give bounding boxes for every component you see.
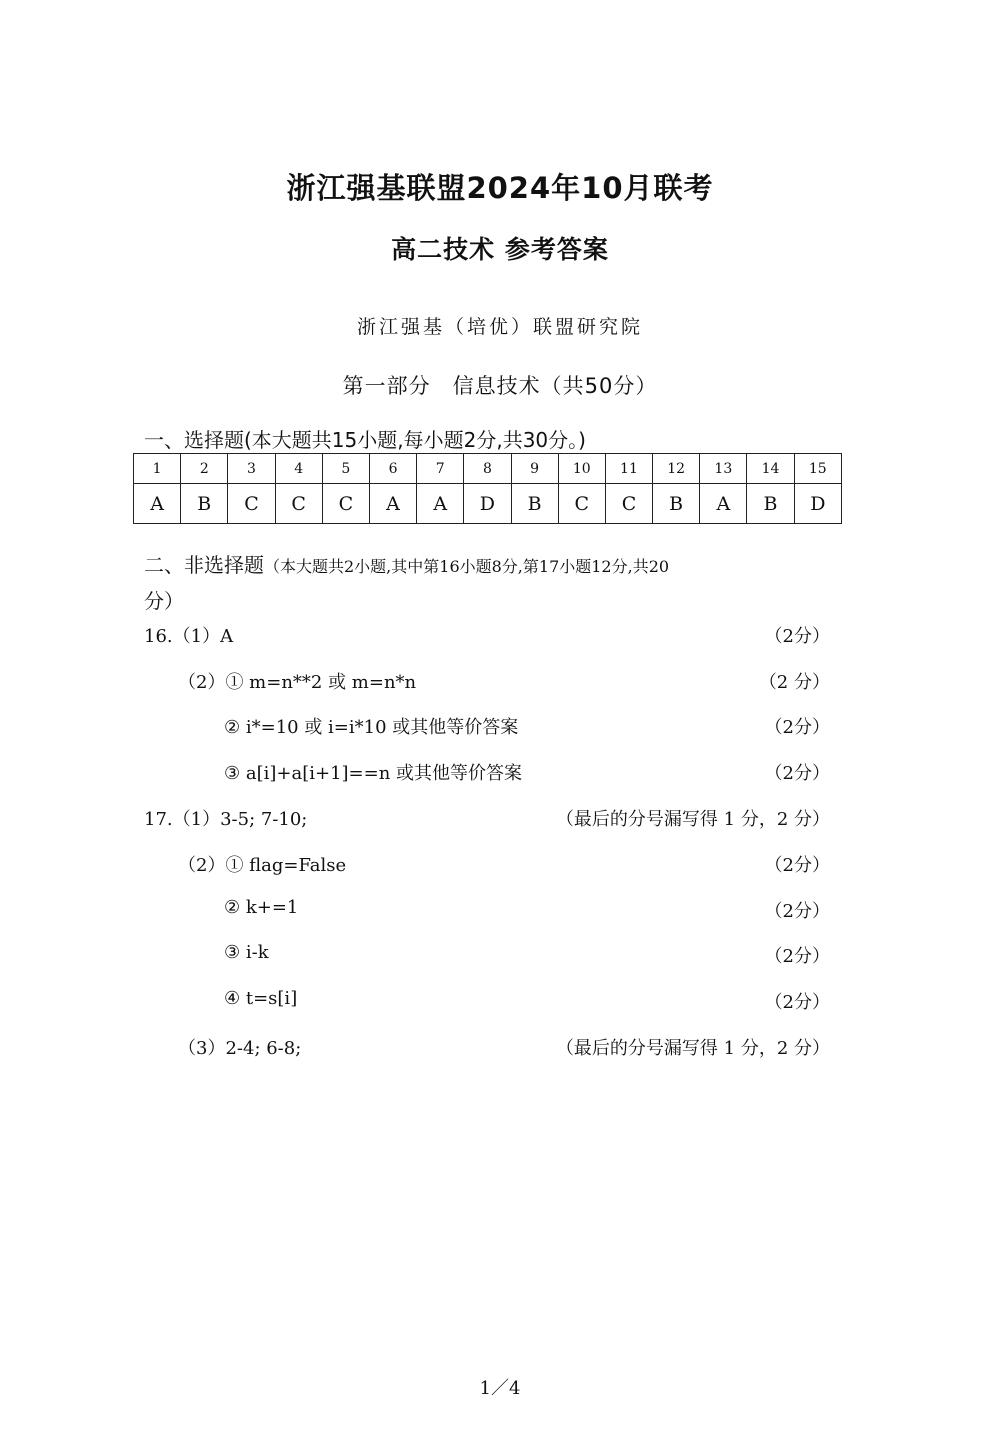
answer-cell: B <box>747 484 794 524</box>
q16-part2-item2-score: （2分） <box>764 717 830 738</box>
q17-part1-score: （最后的分号漏写得 1 分，2 分） <box>555 809 830 830</box>
q17-part1-answer: 17.（1）3-5; 7-10; <box>144 809 308 830</box>
q16-part2-item1-answer: （2）① m=n**2 或 m=n*n <box>178 672 417 693</box>
question-number: 6 <box>369 454 416 484</box>
answer-cell: A <box>134 484 181 524</box>
answer-cell: A <box>700 484 747 524</box>
q17-part2-item2-score: （2分） <box>764 901 830 922</box>
q17-part3-score: （最后的分号漏写得 1 分，2 分） <box>555 1038 830 1059</box>
question-number: 5 <box>322 454 369 484</box>
institute-name: 浙江强基（培优）联盟研究院 <box>356 316 643 338</box>
question-number: 3 <box>228 454 275 484</box>
answer-cell: B <box>181 484 228 524</box>
q16-part2-item3-score: （2分） <box>764 763 830 784</box>
section-two-note: （本大题共2小题,其中第16小题8分,第17小题12分,共20 <box>264 557 670 576</box>
q16-part1-score: （2分） <box>764 626 830 647</box>
question-number: 4 <box>275 454 322 484</box>
question-number: 10 <box>558 454 605 484</box>
section-one-heading: 一、选择题(本大题共15小题,每小题2分,共30分。) <box>144 428 586 452</box>
section-two-title: 二、非选择题 <box>144 553 264 577</box>
q16-part2-item3-answer: ③ a[i]+a[i+1]==n 或其他等价答案 <box>224 763 523 784</box>
question-number: 9 <box>511 454 558 484</box>
answer-row <box>134 484 842 524</box>
answer-cell: D <box>794 484 841 524</box>
question-number: 2 <box>181 454 228 484</box>
q17-part3-answer: （3）2-4; 6-8; <box>178 1038 302 1059</box>
answer-cell: C <box>605 484 652 524</box>
q17-part2-item4-answer: ④ t=s[i] <box>224 988 298 1009</box>
answer-cell: A <box>369 484 416 524</box>
q16-part2-item1-score: （2 分） <box>758 672 830 693</box>
q17-part2-item3-score: （2分） <box>764 946 830 967</box>
q17-part2-item3-answer: ③ i-k <box>224 942 269 963</box>
part-one-heading: 第一部分 信息技术（共50分） <box>342 374 658 398</box>
q17-part2-item4-score: （2分） <box>764 992 830 1013</box>
question-number: 11 <box>605 454 652 484</box>
answer-cell: C <box>275 484 322 524</box>
answer-cell: D <box>464 484 511 524</box>
multiple-choice-answer-table <box>133 453 842 524</box>
section-two-note-continued: 分） <box>144 589 184 613</box>
answer-cell: B <box>511 484 558 524</box>
question-number: 14 <box>747 454 794 484</box>
section-two-heading <box>144 548 859 618</box>
q16-part2-item2-answer: ② i*=10 或 i=i*10 或其他等价答案 <box>224 717 519 738</box>
question-number: 8 <box>464 454 511 484</box>
question-number: 1 <box>134 454 181 484</box>
q17-part2-item1-answer: （2）① flag=False <box>178 855 347 876</box>
answer-cell: C <box>558 484 605 524</box>
exam-subtitle: 高二技术 参考答案 <box>391 235 609 264</box>
question-number: 15 <box>794 454 841 484</box>
q17-part2-item2-answer: ② k+=1 <box>224 897 299 918</box>
answer-cell: C <box>228 484 275 524</box>
question-number-row <box>134 454 842 484</box>
answer-cell: B <box>653 484 700 524</box>
question-number: 12 <box>653 454 700 484</box>
q17-part2-item1-score: （2分） <box>764 855 830 876</box>
page-number: 1／4 <box>479 1378 521 1399</box>
exam-title: 浙江强基联盟2024年10月联考 <box>286 171 714 205</box>
question-number: 13 <box>700 454 747 484</box>
answer-cell: A <box>417 484 464 524</box>
question-number: 7 <box>417 454 464 484</box>
answer-cell: C <box>322 484 369 524</box>
q16-part1-answer: 16.（1）A <box>144 626 234 647</box>
